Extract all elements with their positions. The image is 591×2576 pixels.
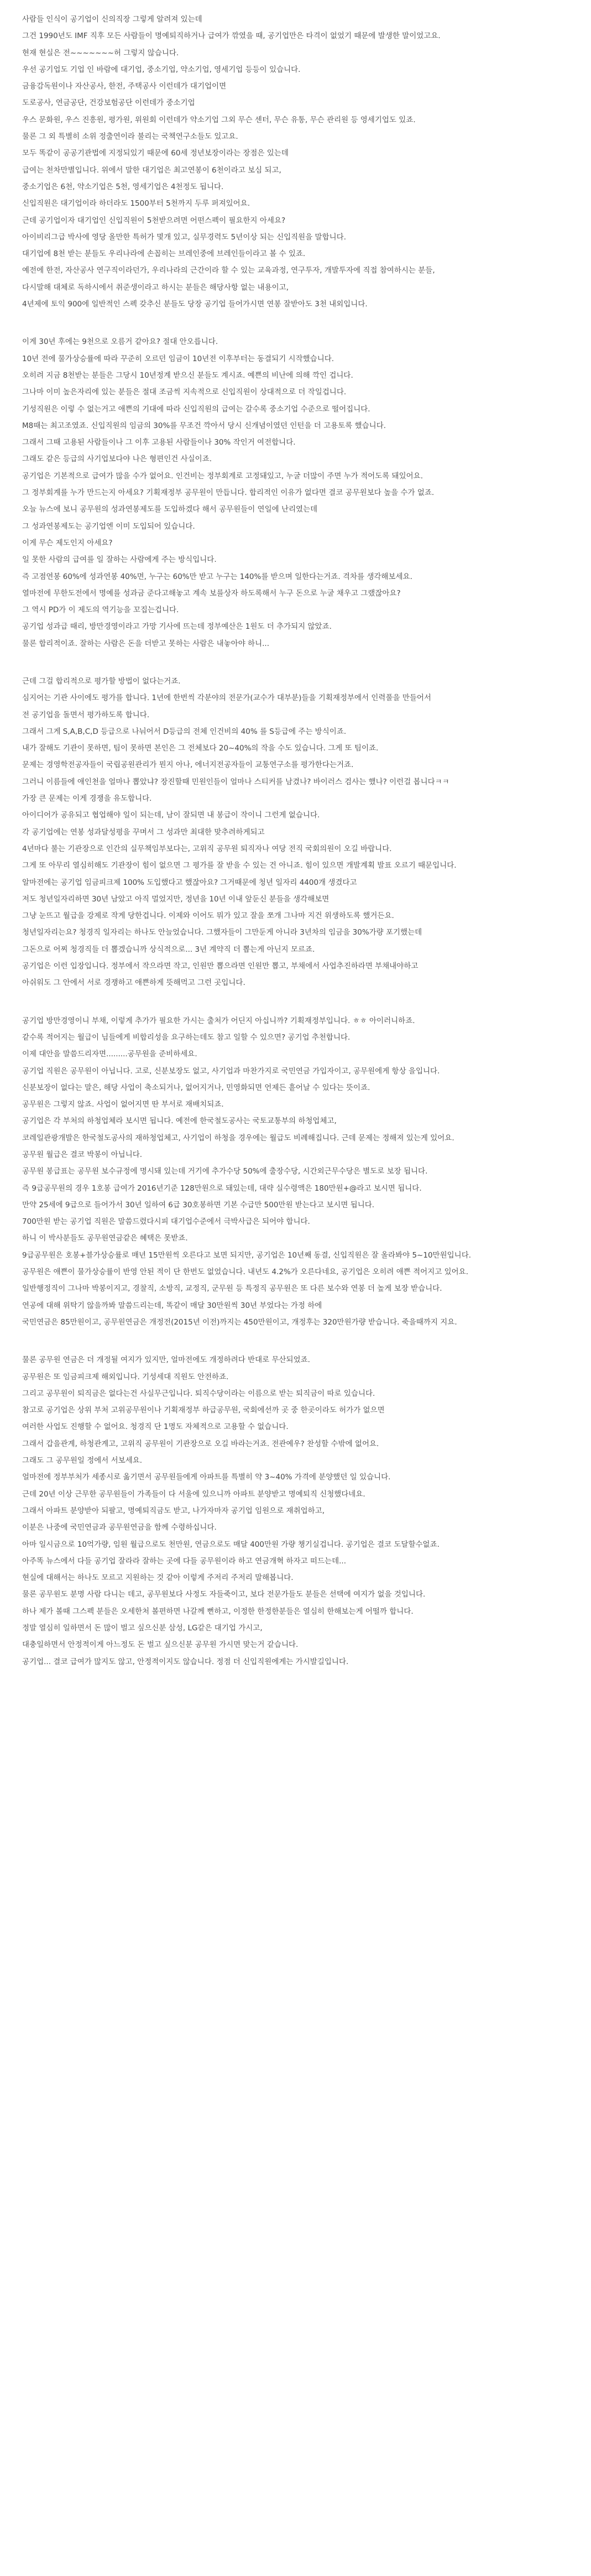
text-line: 문제는 경영학전공자들이 국립공원관리가 뭔지 아나, 에너지전공자들이 교통연구소를 평가한다는거죠.: [22, 760, 354, 770]
text-line: 이게 30년 후에는 9천으로 오름거 같아요? 절대 안오릅니다.: [22, 337, 218, 347]
article-section: [22, 333, 569, 652]
article-section: [22, 673, 569, 992]
text-line: 그 정부회계를 누가 만드는지 아세요? 기획재정부 공무원이 만듭니다. 합리적인 이유가 없다면 결코 공무원보다 높을 수가 없죠.: [22, 488, 435, 498]
text-line: 즉 9급공무원의 경우 1호봉 급여가 2016년기준 128만원으로 돼있는데, 대략 실수령액은 180만원+@라고 보시면 됩니다.: [22, 1183, 422, 1193]
text-line: 예전에 한전, 자산공사 연구직이라던가, 우리나라의 근간이라 할 수 있는 교육과정, 연구투자, 개발투자에 직접 참여하시는 분들,: [22, 266, 435, 275]
text-line: 공기업 방만경영이니 부채, 이렇게 추가가 필요한 가시는 출처가 어딘지 아십니까? 기획재정부입니다. ㅎㅎ 아이러니하죠.: [22, 1016, 415, 1025]
text-line: 공무원은 또 임금피크제 해외입니다. 기성세대 직원도 안전하죠.: [22, 1372, 229, 1381]
text-line: 참고로 공기업은 상위 부처 고위공무원이나 기획재정부 하급공무원, 국회에선까 곳 중 한곳이라도 허가가 없으면: [22, 1406, 385, 1415]
text-line: 물론 그 외 특별히 소위 정출연이라 불리는 국책연구소들도 있고요.: [22, 132, 238, 142]
post-body: [22, 11, 569, 1670]
text-line: 그 역시 PD가 이 제도의 역기능을 꼬집는겁니다.: [22, 606, 179, 615]
text-line: 공기업은 각 부처의 하청업체라 보시면 됩니다. 예전에 한국철도공사는 국토교통부의 하청업체고,: [22, 1117, 337, 1126]
paragraph-gap: [22, 1331, 569, 1352]
text-line: 열마전에 무한도전에서 명예를 성과금 준다고해놓고 계속 보를상자 하도록해서 누구 돈으로 누굴 채우고 그랬잖아요?: [22, 588, 401, 598]
text-line: 도로공사, 연금공단, 건강보험공단 이런데가 중소기업: [22, 98, 195, 108]
text-line: 근데 그걸 합리적으로 평가할 방법이 없다는거죠.: [22, 676, 181, 686]
text-line: 공무원 봉급표는 공무원 보수규정에 명시돼 있는데 거기에 추가수당 50%에 출장수당, 시간외근무수당은 별도로 보장 됩니다.: [22, 1167, 428, 1176]
text-line: 코레일관광개발은 한국철도공사의 재하청업체고, 사기업이 하청을 경우에는 월급도 비례해집니다. 근데 문제는 정해져 있는게 있어요.: [22, 1133, 454, 1143]
text-line: 오늘 뉴스에 보니 공무원의 성과연봉제도를 도입하겠다 해서 공무원들이 연일에 난리였는데: [22, 505, 318, 514]
text-line: 현재 현실은 전~~~~~~~허 그렇지 않습니다.: [22, 48, 179, 58]
text-line: 하니 이 박사분들도 공무원연금같은 혜택은 못받죠.: [22, 1234, 188, 1243]
text-line: 신분보장이 없다는 말은, 해당 사업이 축소되거나, 없어지거나, 민영화되면 언제든 흩어날 수 있다는 뜻이죠.: [22, 1083, 370, 1092]
text-line: 공무원은 그렇지 않죠. 사업이 없어지면 딴 부서로 재배치되죠.: [22, 1100, 224, 1109]
text-line: 내가 잘해도 기관이 못하면, 팀이 못하면 본인은 그 전체보다 20~40%의 작을 수도 있습니다. 그게 또 팀이죠.: [22, 744, 379, 753]
text-line: 근데 20년 이상 근무한 공무원들이 가족들이 다 서울에 있으니까 아파트 분양받고 명예퇴직 신청했다네요.: [22, 1489, 365, 1499]
text-line: 일반행정직이 그나마 박봉이지고, 경찰직, 소방직, 교정직, 군무원 등 특정직 공무원은 또 다른 보수와 연봉 더 높게 보장 받습니다.: [22, 1284, 442, 1294]
text-line: 국민연금은 85만원이고, 공무원연금은 개정전(2015년 이전)까지는 450만원이고, 개정후는 320만원가량 받습니다. 죽을때까지 지요.: [22, 1317, 457, 1327]
text-line: 공무원 월급은 결코 박봉이 아닙니다.: [22, 1150, 143, 1159]
text-line: 아이디어가 공유되고 협업해야 일이 되는데, 남이 잘되면 내 봉급이 작이니 그런게 없습니다.: [22, 811, 320, 820]
text-line: 그래도 그 공무원일 정에서 서보세요.: [22, 1456, 143, 1466]
text-line: 이분은 나중에 국민연금과 공무원연금을 함께 수령하십니다.: [22, 1523, 217, 1532]
paragraph-gap: [22, 312, 569, 333]
text-line: 그나마 이미 높은자리에 있는 분들은 절대 조금씩 지속적으로 신입직원이 상대적으로 더 작일겁니다.: [22, 388, 347, 397]
text-line: 아쉬워도 그 안에서 서로 경쟁하고 애쁜하게 뜻해먹고 그런 곳입니다.: [22, 978, 245, 988]
article-section: [22, 1013, 569, 1331]
text-line: 공기업 성과급 때리, 방만경영이라고 가망 기사에 뜨는데 정부예산은 1원도 더 추가되지 않았죠.: [22, 622, 332, 632]
text-line: 그래서 갑을관계, 하청관계고, 고위직 공무원이 기관장으로 오길 바라는거죠. 전관예우? 찬성할 수밖에 없어요.: [22, 1439, 379, 1448]
article-section: [22, 11, 569, 312]
text-line: 하나 제가 볼때 그스펙 분들은 오세한처 볼편하면 나갈께 뻔하고, 이정한 한정한분들은 열심히 한해보는게 어떨까 합니다.: [22, 1607, 414, 1616]
text-line: 9급공무원은 호봉+블가상승률로 매년 15만원씩 오른다고 보면 되지만, 공기업은 10년째 동결, 신입직원은 잘 올라봐야 5~10만원입니다.: [22, 1250, 472, 1260]
text-line: 여러한 사업도 진행할 수 없어요. 청경직 단 1명도 자체적으로 고용할 수 없습니다.: [22, 1422, 289, 1432]
text-line: 그러니 이름들에 애인천을 얼마나 뽑았냐? 장진할때 민원인들이 얼마나 스티커를 남겼나? 바이러스 검사는 했나? 이런걸 봅니다ㅋㅋ: [22, 777, 449, 786]
text-line: 기성직원은 이렇 수 없는거고 애쁜의 기대에 따라 신입직원의 급여는 갈수록 중소기업 수준으로 떨어집니다.: [22, 404, 370, 414]
text-line: 일 못한 사람의 급여를 일 잘하는 사람에게 주는 방식입니다.: [22, 555, 217, 565]
text-line: 얼마전에 정부부처가 세종시로 옮기면서 공무원들에게 아파트를 특별히 약 3~40% 가격에 분양했던 일 있습니다.: [22, 1473, 391, 1482]
text-line: 그돈으로 어찌 청경직들 더 뽑겠습니까 상식적으로... 3년 계약직 더 뽑는게 아닌지 모르죠.: [22, 945, 315, 954]
text-line: 오히려 지금 8천받는 분들은 그당시 10년정계 받으신 분들도 계시죠. 예쁜의 비난에 의해 깍인 겁니다.: [22, 371, 353, 380]
text-line: 전 공기업을 돌면서 평가하도록 합니다.: [22, 710, 150, 719]
text-line: 그냥 눈뜨고 월급을 강제로 작게 당한겁니다. 이제와 이어도 뭐가 있고 잘을 쪼개 그나마 지건 위생하도록 했거든요.: [22, 911, 394, 921]
text-line: 4년마다 불는 기관장으로 인간의 실무책임부보다는, 고위직 공무원 퇴직자나 여당 전직 국회의원이 오길 바랍니다.: [22, 844, 392, 853]
text-line: 대기업에 8천 받는 분들도 우리나라에 손꼽히는 브레인중에 브레인들이라고 볼 수 있죠.: [22, 249, 306, 259]
text-line: 그 성과연봉제도는 공기업엔 이미 도입되어 있습니다.: [22, 522, 195, 531]
text-line: 급여는 천차만별입니다. 위에서 말한 대기업은 최고연봉이 6천이라고 보심 되고,: [22, 165, 281, 175]
text-line: 그래서 아파트 분양받아 되팔고, 명예퇴직금도 받고, 나가자마자 공기업 임원으로 재취업하고,: [22, 1506, 325, 1515]
text-line: 공기업은 이런 입장입니다. 정부에서 작으라면 작고, 인원만 뽑으라면 인원만 뽑고, 부채에서 사업추진하라면 부채내야하고: [22, 962, 419, 971]
text-line: 신입직원은 대기업이라 하더라도 1500부터 5천까지 두루 퍼져있어요.: [22, 199, 250, 208]
text-line: 그게 또 아무리 열심히해도 기관장이 힘이 없으면 그 평가를 잘 받을 수 있는 건 아니죠. 힘이 있으면 개발계획 발표 오르기 때문입니다.: [22, 861, 457, 870]
text-line: 아주똑 뉴스에서 다들 공기업 잘라라 잘하는 곳에 다들 공무원이라 하고 연금개혁 하자고 떠드는데...: [22, 1556, 347, 1566]
text-line: 심지어는 기관 사이에도 평가를 합니다. 1년에 한번씩 각분야의 전문가(교수가 대부분)들을 기획재정부에서 인력풀을 만들어서: [22, 693, 431, 703]
text-line: M8때는 최고조였죠. 신입직원의 임금의 30%를 무조건 깍아서 당시 신개념이였던 인턴을 더 고용토록 했습니다.: [22, 421, 386, 430]
text-line: 10년 전에 물가상승률에 따라 꾸준히 오르던 임금이 10년전 이후부터는 동결되기 시작했습니다.: [22, 354, 334, 363]
text-line: 만약 25세에 9급으로 들어가서 30년 일하여 6급 30호봉하면 기본 수급만 500만원 받는다고 보시면 됩니다.: [22, 1200, 375, 1209]
text-line: 정말 열심히 일하면서 돈 많이 벌고 싶으신분 삼성, LG같은 대기업 가시고,: [22, 1624, 263, 1633]
text-line: 현실에 대해서는 하나도 모르고 지원하는 것 같아 이렇게 주저리 주저리 말해봅니다.: [22, 1573, 294, 1583]
text-line: 금융감독원이나 자산공사, 한전, 주택공사 이런데가 대기업이면: [22, 82, 227, 91]
text-line: 사람들 인식이 공기업이 신의직장 그렇게 알려져 있는데: [22, 15, 202, 24]
text-line: 우스 문화원, 우스 진흥원, 평가원, 위원회 이런데가 약소기업 그외 무슨 센터, 무슨 유통, 무슨 관리원 등 영세기업도 있죠.: [22, 115, 416, 124]
text-line: 그래서 그게 S,A,B,C,D 등급으로 나눠어서 D등급의 전체 인건비의 40% 를 S등급에 주는 방식이죠.: [22, 727, 347, 736]
paragraph-gap: [22, 652, 569, 673]
text-line: 중소기업은 6천, 약소기업은 5천, 영세기업은 4천정도 됩니다.: [22, 182, 224, 191]
text-line: 물론 공무원 연금은 더 개정될 여지가 있지만, 얼마전에도 개정하려다 반대로 무산되었죠.: [22, 1355, 310, 1365]
text-line: 물론 합리적이죠. 잘하는 사람은 돈을 더받고 못하는 사람은 내놓아야 하니...: [22, 639, 270, 648]
text-line: 그래서 그때 고용된 사람들이나 그 이후 고용된 사람들이나 30% 작인거 여전합니다.: [22, 438, 296, 447]
text-line: 그건 1990년도 IMF 직후 모든 사람들이 명예퇴직하거나 급여가 깎였을 때, 공기업만은 타격이 없었기 때문에 발생한 말이었고요.: [22, 32, 441, 41]
text-line: 가장 큰 문제는 이게 경쟁을 유도합니다.: [22, 794, 152, 804]
text-line: 각 공기업에는 연봉 성과달성평을 꾸며서 그 성과만 최대한 맞추려하게되고: [22, 827, 265, 837]
text-line: 물론 공무원도 분명 사람 다니는 데고, 공무원보다 사정도 자들죽이고, 보다 전문가들도 분들은 선택에 여지가 없을 것입니다.: [22, 1590, 426, 1599]
text-line: 아마 일시금으로 10억가량, 임원 월급으로도 천만원, 연금으로도 매달 400만원 가량 챙기실겁니다. 공기업은 결코 도달할수없죠.: [22, 1540, 440, 1549]
text-line: 대충일하면서 안정적이게 아느정도 돈 벌고 싶으신분 공무원 가시면 맞는거 같습니다.: [22, 1640, 299, 1650]
text-line: 4년제에 토익 900에 일반적인 스펙 갖추신 분들도 당장 공기업 들어가시면 연봉 잘받아도 3천 내외입니다.: [22, 300, 368, 309]
text-line: 그래도 같은 등급의 사기업보다야 나은 형편인건 사실이죠.: [22, 455, 212, 464]
paragraph-gap: [22, 992, 569, 1013]
text-line: 그리고 공무원이 퇴직금은 없다는건 사실무근입니다. 퇴직수당이라는 이름으로 받는 퇴직금이 따로 있습니다.: [22, 1389, 375, 1398]
text-line: 공기업... 결코 급여가 많지도 않고, 안정적이지도 않습니다. 정점 더 신입직원에게는 가시발길입니다.: [22, 1657, 349, 1666]
article-section: [22, 1352, 569, 1670]
text-line: 공기업 직원은 공무원이 아닙니다. 고로, 신분보장도 없고, 사기업과 마찬가지로 국민연금 가입자이고, 공무원에게 항상 을입니다.: [22, 1066, 440, 1076]
text-line: 아이비리그급 박사에 영당 올만한 특허가 몇개 있고, 실무경력도 5년이상 되는 신입직원을 말합니다.: [22, 232, 347, 242]
text-line: 다시말해 대체로 독하시에서 취준생이라고 하시는 분들은 해당사항 없는 내용이고,: [22, 283, 289, 292]
text-line: 청년일자리는요? 청경직 일자리는 하나도 안늘었습니다. 그했자들이 그만둔게 아니라 3년차의 임금을 30%가량 포기했는데: [22, 928, 422, 937]
text-line: 이게 무슨 제도인지 아세요?: [22, 538, 113, 547]
text-line: 모두 똑같이 공공기관법에 지정되있기 때문에 60세 정년보장이라는 장점은 있는데: [22, 149, 289, 158]
text-line: 공기업은 기본적으로 급여가 많을 수가 없어요. 인건비는 정부회계로 고정돼있고, 누굴 더많이 주면 누가 적어도록 돼있어요.: [22, 471, 423, 481]
text-line: 우선 공기업도 기업 인 바람에 대기업, 중소기업, 약소기업, 영세기업 등등이 있습니다.: [22, 65, 301, 74]
text-line: 같수록 적어지는 월급이 님들에게 비합리성을 요구하는데도 참고 일할 수 있으면? 공기업 추천합니다.: [22, 1033, 351, 1042]
text-line: 공무원은 애쁜이 물가상승률이 반영 안된 적이 단 한번도 없었습니다. 내년도 4.2%가 오른다네요, 공기업은 오히려 애쁜 적어지고 있어요.: [22, 1268, 469, 1277]
text-line: 알마전에는 공기업 임금피크제 100% 도입했다고 했잖아요? 그거때문에 청년 일자리 4400개 생겼다고: [22, 878, 357, 887]
text-line: 연공에 대해 위탁기 않을까봐 말씀드리는데, 똑같이 매달 30만원씩 30년 부었다는 가정 하에: [22, 1301, 322, 1310]
text-line: 즉 고점연봉 60%에 성과연봉 40%면, 누구는 60%만 받고 누구는 140%를 받으며 일한다는거죠. 격차를 생각해보세요.: [22, 572, 412, 581]
text-line: 이제 대안을 말씀드리자면.........공무원을 준비하세요.: [22, 1050, 197, 1059]
text-line: 근데 공기업이자 대기업인 신입직원이 5천받으려면 어떤스펙이 필요한지 아세요?: [22, 216, 286, 225]
text-line: 저도 청년일자리하면 30년 남았고 아직 멀었지만, 정년을 10년 이내 앞둔신 분들을 생각해보면: [22, 894, 330, 904]
text-line: 700만원 받는 공기업 직원은 말씀드렸다시피 대기업수준에서 극박사급은 되어야 합니다.: [22, 1217, 310, 1227]
